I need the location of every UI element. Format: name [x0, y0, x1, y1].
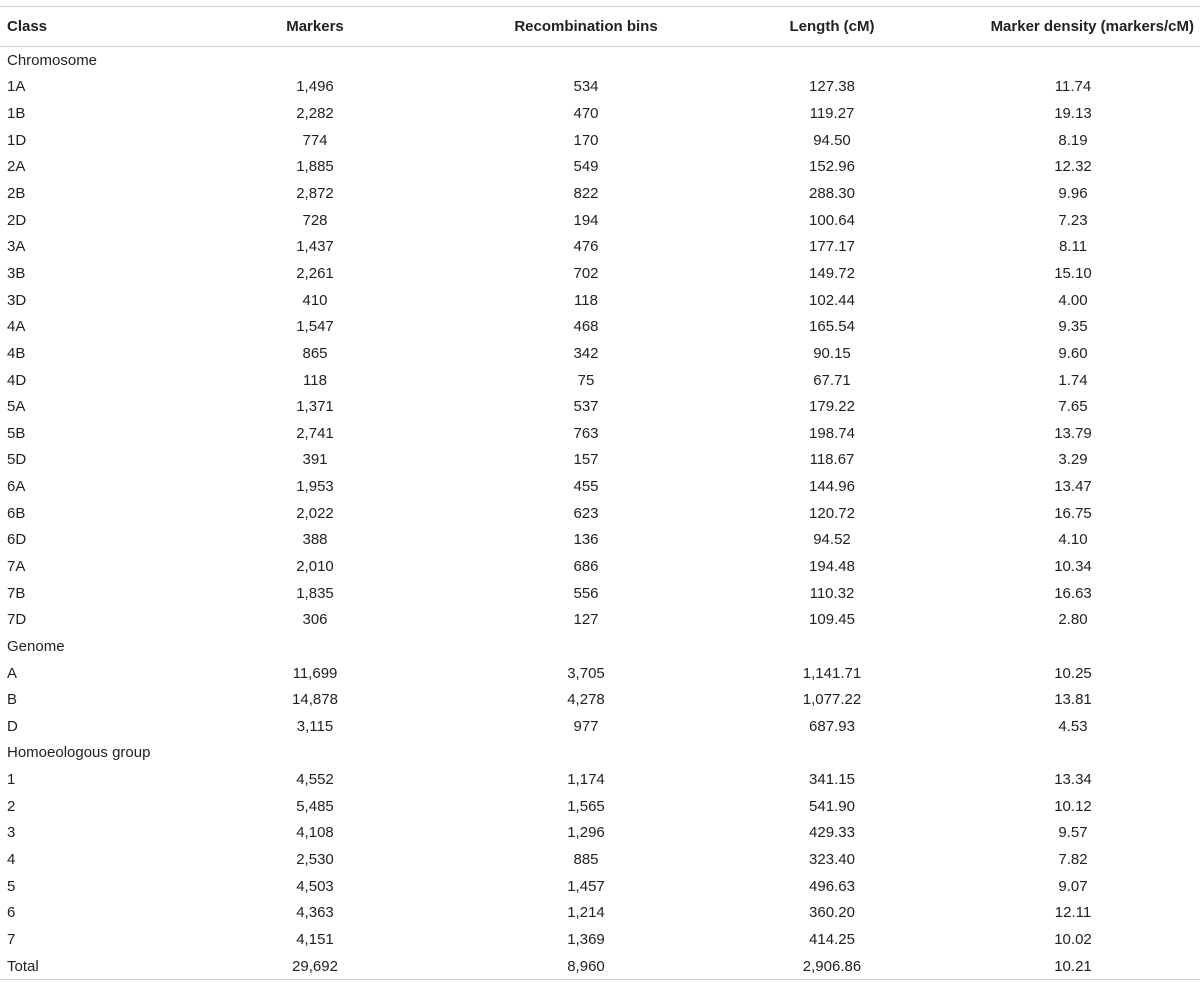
length-cell: 94.50: [813, 131, 851, 149]
class-cell: 7B: [7, 584, 26, 602]
markers-cell: 1,371: [296, 398, 334, 416]
section-title: Genome: [7, 637, 65, 655]
length-cell: 1,077.22: [802, 691, 862, 709]
class-cell: 6D: [7, 531, 27, 549]
marker-density-cell: 13.79: [1054, 424, 1092, 442]
markers-cell: 774: [302, 131, 328, 149]
marker-summary-table: [0, 6, 1200, 980]
markers-cell: 1,547: [296, 318, 334, 336]
total-row: [0, 953, 1200, 980]
table-row: [0, 580, 1200, 607]
recombination-bins-cell: 8,960: [567, 957, 605, 975]
markers-cell: 2,530: [296, 851, 334, 869]
marker-density-cell: 10.21: [1054, 957, 1092, 975]
marker-density-cell: 10.25: [1054, 664, 1092, 682]
recombination-bins-cell: 977: [573, 717, 599, 735]
markers-cell: 2,022: [296, 504, 334, 522]
marker-density-cell: 11.74: [1054, 78, 1092, 96]
markers-cell: 2,010: [296, 557, 334, 575]
class-cell: 5B: [7, 424, 26, 442]
table-row: [0, 500, 1200, 527]
length-cell: 127.38: [809, 78, 855, 96]
class-cell: 3: [7, 824, 16, 842]
column-header-marker-density: Marker density (markers/cM): [990, 18, 1194, 35]
table-row: [0, 313, 1200, 340]
marker-density-cell: 3.29: [1058, 451, 1088, 469]
markers-cell: 5,485: [296, 797, 334, 815]
recombination-bins-cell: 342: [573, 344, 599, 362]
length-cell: 687.93: [809, 717, 855, 735]
recombination-bins-cell: 1,565: [567, 797, 605, 815]
column-header-length: Length (cM): [789, 18, 875, 35]
class-cell: 4A: [7, 318, 26, 336]
length-cell: 110.32: [809, 584, 855, 602]
markers-cell: 1,953: [296, 478, 334, 496]
marker-density-cell: 10.02: [1054, 930, 1092, 948]
recombination-bins-cell: 537: [573, 398, 599, 416]
marker-density-cell: 13.47: [1054, 478, 1092, 496]
recombination-bins-cell: 686: [573, 557, 599, 575]
recombination-bins-cell: 885: [573, 851, 599, 869]
table-row: [0, 793, 1200, 820]
markers-cell: 118: [303, 371, 327, 389]
length-cell: 119.27: [809, 105, 855, 123]
length-cell: 360.20: [809, 904, 855, 922]
table-row: [0, 820, 1200, 847]
table-row: [0, 154, 1200, 181]
markers-cell: 11,699: [292, 664, 338, 682]
class-cell: 3B: [7, 264, 26, 282]
table-row: [0, 340, 1200, 367]
markers-cell: 14,878: [292, 691, 338, 709]
class-cell: 7D: [7, 611, 27, 629]
recombination-bins-cell: 455: [573, 478, 599, 496]
table-row: [0, 473, 1200, 500]
recombination-bins-cell: 623: [573, 504, 599, 522]
table-row: [0, 766, 1200, 793]
length-cell: 194.48: [809, 557, 855, 575]
class-cell: 6: [7, 904, 16, 922]
length-cell: 1,141.71: [802, 664, 862, 682]
table-row: [0, 367, 1200, 394]
marker-density-cell: 9.96: [1058, 185, 1088, 203]
class-cell: 4D: [7, 371, 27, 389]
marker-density-cell: 12.11: [1054, 904, 1092, 922]
markers-cell: 2,872: [296, 185, 334, 203]
markers-cell: 2,282: [296, 105, 334, 123]
table-row: [0, 393, 1200, 420]
marker-density-cell: 2.80: [1058, 611, 1088, 629]
section-title: Chromosome: [7, 51, 98, 69]
recombination-bins-cell: 136: [573, 531, 599, 549]
recombination-bins-cell: 75: [577, 371, 595, 389]
table-row: [0, 180, 1200, 207]
markers-cell: 391: [302, 451, 328, 469]
class-cell: 2A: [7, 158, 26, 176]
markers-cell: 2,261: [296, 264, 334, 282]
recombination-bins-cell: 1,214: [567, 904, 605, 922]
length-cell: 102.44: [809, 291, 855, 309]
class-cell: A: [7, 664, 18, 682]
marker-density-cell: 7.23: [1058, 211, 1088, 229]
length-cell: 429.33: [809, 824, 855, 842]
markers-cell: 410: [302, 291, 328, 309]
length-cell: 177.17: [809, 238, 855, 256]
class-cell: 2D: [7, 211, 27, 229]
marker-density-cell: 16.63: [1054, 584, 1092, 602]
table-row: [0, 260, 1200, 287]
recombination-bins-cell: 556: [573, 584, 599, 602]
marker-density-cell: 1.74: [1058, 371, 1088, 389]
section-title: Homoeologous group: [7, 744, 151, 762]
class-cell: B: [7, 691, 18, 709]
recombination-bins-cell: 763: [573, 424, 599, 442]
recombination-bins-cell: 702: [573, 264, 599, 282]
recombination-bins-cell: 822: [573, 185, 599, 203]
table-row: [0, 100, 1200, 127]
marker-density-cell: 9.60: [1058, 344, 1088, 362]
table-row: [0, 926, 1200, 953]
length-cell: 341.15: [809, 771, 855, 789]
length-cell: 2,906.86: [802, 957, 862, 975]
length-cell: 118.67: [809, 451, 855, 469]
class-cell: 5: [7, 877, 16, 895]
class-cell: 6B: [7, 504, 26, 522]
table-row: [0, 686, 1200, 713]
marker-density-cell: 4.10: [1058, 531, 1088, 549]
length-cell: 67.71: [813, 371, 851, 389]
recombination-bins-cell: 534: [573, 78, 599, 96]
table-row: [0, 606, 1200, 633]
recombination-bins-cell: 170: [573, 131, 599, 149]
column-header-markers: Markers: [286, 18, 344, 35]
section-header-row: [0, 633, 1200, 660]
table-body: [0, 47, 1200, 980]
recombination-bins-cell: 1,296: [567, 824, 605, 842]
markers-cell: 1,885: [296, 158, 334, 176]
column-header-recombination-bins: Recombination bins: [514, 18, 658, 35]
table-row: [0, 660, 1200, 687]
markers-cell: 865: [302, 344, 328, 362]
recombination-bins-cell: 1,174: [567, 771, 605, 789]
recombination-bins-cell: 1,457: [567, 877, 605, 895]
class-cell: 3D: [7, 291, 27, 309]
marker-density-cell: 16.75: [1054, 504, 1092, 522]
recombination-bins-cell: 127: [573, 611, 599, 629]
recombination-bins-cell: 118: [574, 291, 598, 309]
length-cell: 323.40: [809, 851, 855, 869]
class-cell: 4B: [7, 344, 26, 362]
length-cell: 90.15: [813, 344, 851, 362]
recombination-bins-cell: 4,278: [567, 691, 605, 709]
markers-cell: 306: [302, 611, 328, 629]
table-row: [0, 233, 1200, 260]
column-header-class: Class: [7, 18, 48, 35]
class-cell: 2: [7, 797, 16, 815]
class-cell: 7A: [7, 557, 26, 575]
markers-cell: 1,437: [296, 238, 334, 256]
length-cell: 541.90: [809, 797, 855, 815]
marker-density-cell: 10.12: [1054, 797, 1092, 815]
length-cell: 198.74: [809, 424, 855, 442]
recombination-bins-cell: 194: [573, 211, 599, 229]
class-cell: D: [7, 717, 18, 735]
table-row: [0, 553, 1200, 580]
table-row: [0, 447, 1200, 474]
section-header-row: [0, 740, 1200, 767]
class-cell: 1A: [7, 78, 26, 96]
recombination-bins-cell: 470: [573, 105, 599, 123]
class-cell: Total: [7, 957, 39, 975]
markers-cell: 4,108: [296, 824, 334, 842]
markers-cell: 388: [302, 531, 328, 549]
table-row: [0, 127, 1200, 154]
marker-density-cell: 7.65: [1058, 398, 1088, 416]
length-cell: 165.54: [809, 318, 855, 336]
length-cell: 152.96: [809, 158, 855, 176]
markers-cell: 1,496: [296, 78, 334, 96]
marker-density-cell: 9.07: [1058, 877, 1088, 895]
marker-density-cell: 8.11: [1058, 238, 1088, 256]
recombination-bins-cell: 1,369: [567, 930, 605, 948]
class-cell: 5A: [7, 398, 26, 416]
marker-density-cell: 7.82: [1058, 851, 1088, 869]
markers-cell: 4,151: [296, 930, 334, 948]
table-row: [0, 900, 1200, 927]
table-row: [0, 207, 1200, 234]
recombination-bins-cell: 549: [573, 158, 599, 176]
section-header-row: [0, 47, 1200, 74]
markers-cell: 1,835: [296, 584, 334, 602]
table-row: [0, 420, 1200, 447]
markers-cell: 728: [302, 211, 328, 229]
class-cell: 1B: [7, 105, 26, 123]
marker-density-cell: 8.19: [1058, 131, 1088, 149]
class-cell: 4: [7, 851, 16, 869]
length-cell: 496.63: [809, 877, 855, 895]
marker-density-cell: 9.35: [1058, 318, 1088, 336]
length-cell: 120.72: [809, 504, 855, 522]
length-cell: 288.30: [809, 185, 855, 203]
length-cell: 149.72: [809, 264, 855, 282]
marker-density-cell: 4.00: [1058, 291, 1088, 309]
markers-cell: 2,741: [296, 424, 334, 442]
table-row: [0, 846, 1200, 873]
markers-cell: 4,363: [296, 904, 334, 922]
length-cell: 100.64: [809, 211, 855, 229]
recombination-bins-cell: 3,705: [567, 664, 605, 682]
table-header: [0, 7, 1200, 47]
markers-cell: 4,503: [296, 877, 334, 895]
marker-density-cell: 15.10: [1054, 264, 1092, 282]
length-cell: 144.96: [809, 478, 855, 496]
recombination-bins-cell: 468: [573, 318, 599, 336]
marker-density-cell: 10.34: [1054, 557, 1092, 575]
recombination-bins-cell: 157: [573, 451, 599, 469]
header-row: [0, 7, 1200, 47]
table-row: [0, 873, 1200, 900]
marker-density-cell: 4.53: [1058, 717, 1088, 735]
table-row: [0, 74, 1200, 101]
length-cell: 109.45: [809, 611, 855, 629]
marker-density-cell: 9.57: [1058, 824, 1088, 842]
marker-density-cell: 13.81: [1054, 691, 1092, 709]
class-cell: 5D: [7, 451, 27, 469]
markers-cell: 4,552: [296, 771, 334, 789]
class-cell: 1: [7, 771, 16, 789]
class-cell: 1D: [7, 131, 27, 149]
marker-density-cell: 12.32: [1054, 158, 1092, 176]
class-cell: 6A: [7, 478, 26, 496]
recombination-bins-cell: 476: [573, 238, 599, 256]
table-row: [0, 527, 1200, 554]
table-row: [0, 287, 1200, 314]
table-row: [0, 713, 1200, 740]
length-cell: 94.52: [813, 531, 851, 549]
markers-cell: 3,115: [296, 717, 334, 735]
class-cell: 7: [7, 930, 16, 948]
marker-density-cell: 19.13: [1054, 105, 1092, 123]
length-cell: 414.25: [809, 930, 855, 948]
class-cell: 3A: [7, 238, 26, 256]
class-cell: 2B: [7, 185, 26, 203]
length-cell: 179.22: [809, 398, 855, 416]
markers-cell: 29,692: [292, 957, 338, 975]
marker-density-cell: 13.34: [1054, 771, 1092, 789]
